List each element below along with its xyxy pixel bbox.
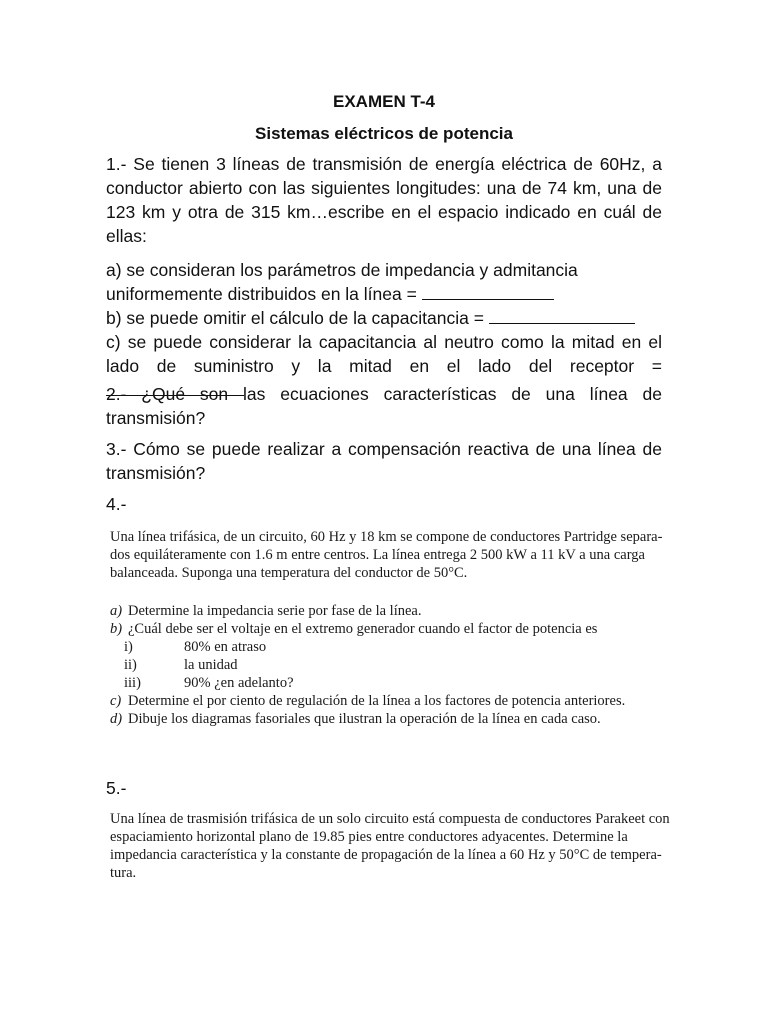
q4-item-ii-num: ii) [124,657,137,673]
q4-part-c-label: c) [110,693,122,709]
question-5-problem [110,810,670,882]
q4-part-a-text: Determine la impedancia serie por fase de la línea. [128,603,422,619]
q2-line-2: transmisión? [106,408,206,428]
q5-line-2: espaciamiento horizontal plano de 19.85 pies entre conductores adyacentes. Determine la [110,829,628,845]
q1-line-1: 1.- Se tienen 3 líneas de transmisión de energía eléctrica de 60Hz, a [106,154,662,174]
q4-intro-line-2: dos equiláteramente con 1.6 m entre centros. La línea entrega 2 500 kW a 11 kV a una carga [110,547,645,563]
question-1 [106,152,662,248]
q5-line-4: tura. [110,865,137,881]
q4-item-i [110,638,670,656]
q1-option-c-text: lado de suministro y la mitad en el lado del receptor = [106,356,662,376]
question-4-parts [110,602,670,728]
exam-title: EXAMEN T-4 [332,92,436,111]
q4-item-ii-text: la unidad [184,657,238,673]
q4-part-b [110,620,670,638]
q2-line-1: 2.- ¿Qué son las ecuaciones características de una línea de [106,384,662,404]
q4-part-d [110,710,670,728]
q4-part-a [110,602,670,620]
q3-line-1: 3.- Cómo se puede realizar a compensación reactiva de una línea de [106,439,662,459]
q1-line-4: ellas: [106,226,147,246]
q4-part-b-label: b) [110,621,123,637]
exam-subtitle: Sistemas eléctricos de potencia [255,124,513,143]
answer-blank-b [489,306,635,324]
q1-option-b [106,306,662,330]
question-5-number: 5.- [106,778,127,798]
q4-item-iii-text: 90% ¿en adelanto? [184,675,294,691]
q1-option-a-line-1: a) se consideran los parámetros de impedancia y admitancia [106,260,578,280]
q4-part-c [110,692,670,710]
question-2 [106,382,662,430]
q4-item-i-num: i) [124,639,133,655]
answer-blank-a [422,282,554,300]
q4-part-b-text: ¿Cuál debe ser el voltaje en el extremo generador cuando el factor de potencia es [128,621,598,637]
q4-intro-line-1: Una línea trifásica, de un circuito, 60 Hz y 18 km se compone de conductores Partridge separa- [110,529,663,545]
q1-option-b-text: b) se puede omitir el cálculo de la capacitancia = [106,308,489,328]
q4-item-iii-num: iii) [124,675,141,691]
q1-option-c-line-1: c) se puede considerar la capacitancia al neutro como la mitad en el [106,332,662,352]
q5-line-3: impedancia característica y la constante de propagación de la línea a 60 Hz y 50°C de tempera- [110,847,662,863]
question-4-number: 4.- [106,494,127,514]
q4-part-c-text: Determine el por ciento de regulación de la línea a los factores de potencia anteriores. [128,693,626,709]
q4-item-iii [110,674,670,692]
q1-option-a-line-2 [106,282,662,306]
q1-line-2: conductor abierto con las siguientes longitudes: una de 74 km, una de [106,178,662,198]
q1-line-3: 123 km y otra de 315 km…escribe en el espacio indicado en cuál de [106,202,662,222]
q5-line-1: Una línea de trasmisión trifásica de un solo circuito está compuesta de conductores Parakeet con [110,811,670,827]
q4-part-a-label: a) [110,603,123,619]
q4-part-d-label: d) [110,711,123,727]
q3-line-2: transmisión? [106,463,206,483]
q4-intro-line-3: balanceada. Suponga una temperatura del conductor de 50°C. [110,565,468,581]
question-3 [106,437,662,485]
q4-item-ii [110,656,670,674]
question-4-problem [110,528,670,582]
question-1-options [106,258,662,402]
q1-option-a-text: uniformemente distribuidos en la línea = [106,284,422,304]
q4-item-i-text: 80% en atraso [184,639,267,655]
q4-part-d-text: Dibuje los diagramas fasoriales que ilustran la operación de la línea en cada caso. [128,711,601,727]
